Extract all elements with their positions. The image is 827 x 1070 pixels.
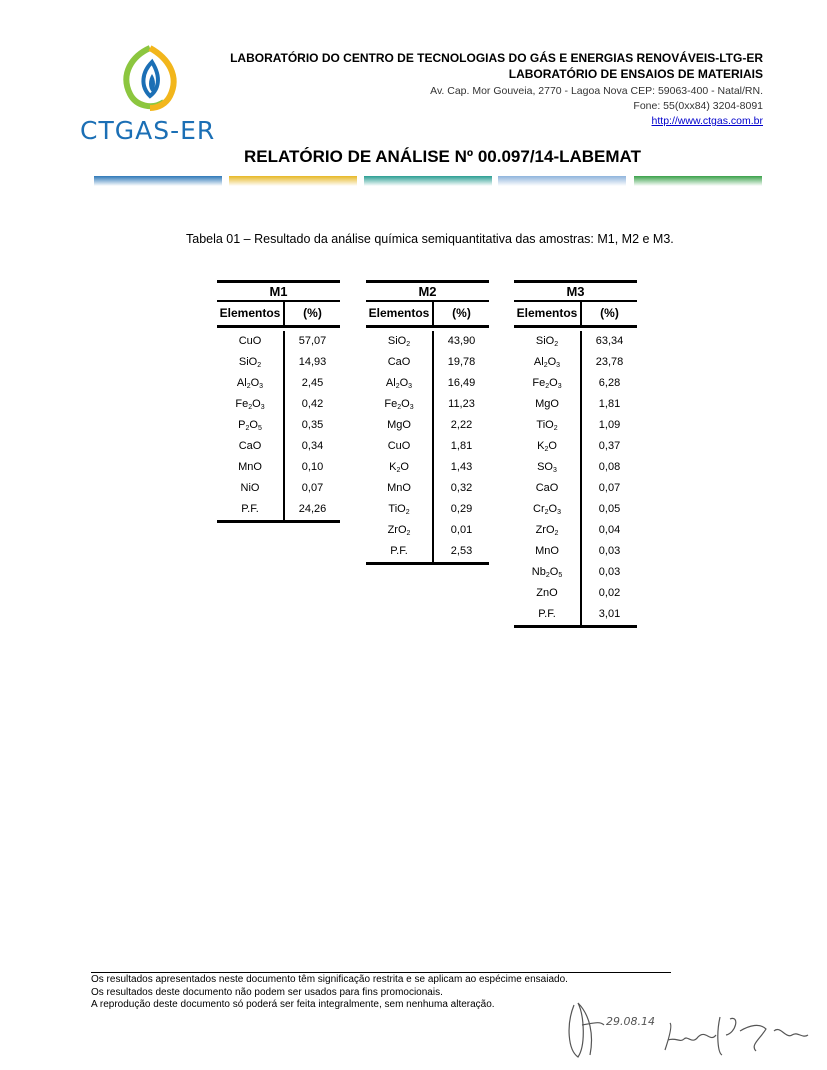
address: Av. Cap. Mor Gouveia, 2770 - Lagoa Nova CEP: 59063-400 - Natal/RN. [430,85,763,97]
percent-cell: 0,35 [301,419,324,431]
percent-cell: 0,03 [598,566,621,578]
percent-cell: 2,22 [450,419,473,431]
percent-cell: 19,78 [447,356,476,368]
table-row [366,457,489,478]
header-percent: (%) [452,306,471,320]
percent-cell: 0,29 [450,503,473,515]
element-cell: MgO [514,394,582,415]
table-row [217,415,340,436]
color-bar [634,176,762,186]
table-m2 [366,280,489,565]
element-cell: TiO$_2$ [514,415,582,436]
table-row [366,394,489,415]
element-cell: P.F. [217,499,285,520]
color-bar [229,176,357,186]
percent-cell: 0,37 [598,440,621,452]
percent-cell: 0,32 [450,482,473,494]
percent-cell: 57,07 [298,335,327,347]
element-cell: ZrO$_2$ [366,520,434,541]
element-cell: SiO$_2$ [514,331,582,352]
table-row [514,373,637,394]
color-bar [364,176,492,186]
header-percent: (%) [600,306,619,320]
percent-cell: 1,09 [598,419,621,431]
table-row [366,520,489,541]
element-cell: NiO [217,478,285,499]
lab-subname: LABORATÓRIO DE ENSAIOS DE MATERIAIS [508,67,763,81]
lab-name: LABORATÓRIO DO CENTRO DE TECNOLOGIAS DO GÁS E ENERGIAS RENOVÁVEIS-LTG-ER [230,51,763,65]
element-cell: $Fe_2O_3$ [514,373,582,394]
element-cell: $SO_3$ [514,457,582,478]
percent-cell: 63,34 [595,335,624,347]
percent-cell: 16,49 [447,377,476,389]
percent-cell: 1,43 [450,461,473,473]
table-row [514,499,637,520]
table-row [366,415,489,436]
element-cell: $P_2O_5$ [217,415,285,436]
element-cell: $Fe_2O_3$ [217,394,285,415]
percent-cell: 0,10 [301,461,324,473]
footer-line: A reprodução deste documento só poderá ser feita integralmente, sem nenhuma alteração. [91,999,495,1010]
percent-cell: 14,93 [298,356,327,368]
table-row [366,499,489,520]
table-header [217,300,340,328]
table-body [514,328,637,628]
table-row [514,604,637,625]
percent-cell: 11,23 [448,398,475,410]
header-percent: (%) [303,306,322,320]
table-caption: Tabela 01 – Resultado da análise química semiquantitativa das amostras: M1, M2 e M3. [186,232,674,246]
table-m1 [217,280,340,523]
report-title: RELATÓRIO DE ANÁLISE Nº 00.097/14-LABEMAT [244,147,641,166]
color-bar [94,176,222,186]
element-cell: CaO [514,478,582,499]
percent-cell: 0,03 [598,545,621,557]
table-title: M3 [514,280,637,300]
element-cell: SiO$_2$ [217,352,285,373]
table-m3 [514,280,637,628]
percent-cell: 0,08 [598,461,621,473]
element-cell: CuO [366,436,434,457]
table-header [366,300,489,328]
table-row [217,499,340,520]
logo-text: CTGAS-ER [80,116,216,145]
table-title: M1 [217,280,340,300]
table-row [366,352,489,373]
table-row [217,478,340,499]
header-elements: Elementos [366,302,434,325]
table-row [514,541,637,562]
footer-line: Os resultados deste documento não podem ser usados para fins promocionais. [91,986,443,998]
element-cell: CaO [217,436,285,457]
table-row [366,436,489,457]
table-row [514,331,637,352]
element-cell: MnO [217,457,285,478]
website-link[interactable]: http://www.ctgas.com.br [651,115,763,127]
percent-cell: 2,45 [301,377,324,389]
table-row [514,520,637,541]
table-row [514,562,637,583]
element-cell: MgO [366,415,434,436]
element-cell: ZrO$_2$ [514,520,582,541]
element-cell: $Fe_2O_3$ [366,394,434,415]
signature-image [560,995,820,1065]
signature [560,995,820,1070]
element-cell: $Al_2O_3$ [514,352,582,373]
element-cell: $Nb_2O_5$ [514,562,582,583]
element-cell: CaO [366,352,434,373]
element-cell: MnO [514,541,582,562]
percent-cell: 2,53 [450,545,473,557]
table-body [366,328,489,565]
table-row [217,436,340,457]
element-cell: $Cr_2O_3$ [514,499,582,520]
table-row [217,352,340,373]
percent-cell: 0,05 [598,503,621,515]
percent-cell: 1,81 [598,398,621,410]
percent-cell: 3,01 [598,608,621,620]
percent-cell: 23,78 [595,356,624,368]
table-row [366,478,489,499]
ctgas-logo [80,44,220,148]
table-row [366,373,489,394]
percent-cell: 0,01 [450,524,473,536]
element-cell: $K_2O$ [366,457,434,478]
table-row [366,331,489,352]
table-row [514,394,637,415]
table-row [217,331,340,352]
table-row [366,541,489,562]
element-cell: TiO$_2$ [366,499,434,520]
percent-cell: 0,07 [301,482,324,494]
header-elements: Elementos [217,302,285,325]
table-row [514,583,637,604]
table-header [514,300,637,328]
table-body [217,328,340,523]
percent-cell: 0,04 [598,524,621,536]
percent-cell: 0,42 [301,398,324,410]
percent-cell: 24,26 [298,503,327,515]
element-cell: $Al_2O_3$ [217,373,285,394]
percent-cell: 43,90 [447,335,476,347]
signature-date: 29.08.14 [606,1015,655,1028]
element-cell: CuO [217,331,285,352]
percent-cell: 0,07 [598,482,621,494]
element-cell: ZnO [514,583,582,604]
table-row [217,457,340,478]
table-row [514,436,637,457]
table-row [217,394,340,415]
table-row [514,457,637,478]
percent-cell: 1,81 [450,440,473,452]
footer-line: Os resultados apresentados neste documento têm significação restrita e se aplicam ao espécime ensaiado. [91,974,568,985]
color-bar [498,176,626,186]
element-cell: P.F. [514,604,582,625]
percent-cell: 0,34 [301,440,324,452]
table-row [514,352,637,373]
percent-cell: 0,02 [598,587,621,599]
element-cell: P.F. [366,541,434,562]
table-title: M2 [366,280,489,300]
header-elements: Elementos [514,302,582,325]
element-cell: $Al_2O_3$ [366,373,434,394]
table-row [514,478,637,499]
element-cell: SiO$_2$ [366,331,434,352]
element-cell: MnO [366,478,434,499]
phone: Fone: 55(0xx84) 3204-8091 [633,100,763,112]
percent-cell: 6,28 [598,377,621,389]
table-row [514,415,637,436]
element-cell: $K_2O$ [514,436,582,457]
flame-logo-icon [102,44,198,116]
table-row [217,373,340,394]
